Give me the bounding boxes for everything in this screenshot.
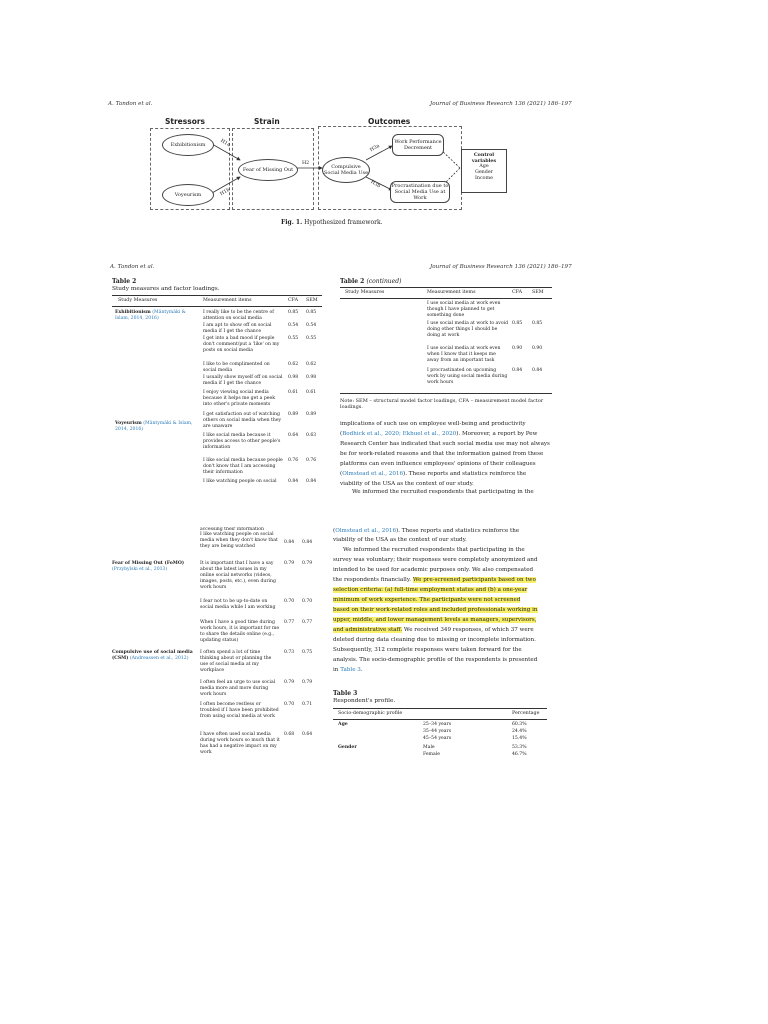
- row-sem: 0.61: [306, 390, 317, 395]
- table-row: [203, 390, 283, 408]
- highlighted-text: We pre-screened participants based on two: [412, 577, 536, 583]
- highlighted-text: upper, middle, and lower management levels as managers, supervisors,: [333, 617, 537, 623]
- row-cfa: 0.68: [284, 732, 295, 737]
- profile-percentage: 53.3%: [512, 745, 527, 750]
- row-item: I fear not to be up-to-date on social media while I am working: [200, 599, 276, 611]
- table-2-title: Table 2: [112, 278, 137, 285]
- table-row: [427, 321, 509, 339]
- table-2-cont-label: Table 2: [340, 278, 365, 285]
- table-row: [203, 479, 283, 485]
- table-2-subtitle: Study measures and factor loadings.: [112, 286, 220, 292]
- citation-link[interactable]: Bodhick et al., 2020; Ekhuel et al., 2020: [342, 431, 457, 437]
- table-row: [200, 532, 280, 550]
- figure-caption-text: Hypothesized framework.: [304, 219, 383, 226]
- table-top-rule: [340, 287, 552, 288]
- row-cfa: 0.61: [288, 390, 299, 395]
- paragraph-line: viability of the USA as the context of our study.: [340, 481, 474, 487]
- control-variable-income: Income: [475, 176, 493, 181]
- table-note: Note: SEM – structural model factor loadings, CFA – measurement model factor loadings.: [340, 398, 544, 411]
- row-sem: 0.85: [532, 321, 543, 326]
- paragraph-line: platforms can even influence employees' opinions of their colleagues: [340, 461, 536, 467]
- row-cfa: 0.84: [284, 540, 295, 545]
- construct-csmu-citation[interactable]: (Andreassen et al., 2012): [129, 656, 189, 662]
- row-item: It is important that I have a say about the latest issues in my online social networks (videos, images, posts, etc.), even during work hours: [200, 561, 276, 591]
- row-cfa: 0.79: [284, 561, 295, 566]
- col-header-study-measures: Study Measures: [345, 290, 385, 295]
- construct-exhibitionism: [115, 310, 195, 322]
- paragraph-line: be for work-related reasons and that the information gained from these: [340, 451, 544, 457]
- col-header-cfa: CFA: [512, 290, 523, 295]
- row-sem: 0.98: [306, 375, 317, 380]
- profile-age-label: Age: [338, 722, 348, 727]
- row-item: I have often used social media during work hours so much that it has had a negative impact on my work: [200, 732, 280, 756]
- col-header-measurement-items: Measurement items: [427, 290, 476, 295]
- profile-percentage: 24.4%: [512, 729, 527, 734]
- table-row: [200, 702, 280, 720]
- paragraph-line: [333, 596, 547, 605]
- row-cfa: 0.90: [512, 346, 523, 351]
- paragraph-line: (Olmstead et al., 2016). These reports and statistics reinforce the: [340, 471, 527, 477]
- strain-heading: Strain: [254, 117, 280, 126]
- row-sem: 0.76: [306, 458, 317, 463]
- running-header-right: Journal of Business Research 136 (2021) 186–197: [430, 101, 572, 107]
- construct-fomo: [112, 561, 194, 573]
- col-header-sem: SEM: [306, 298, 318, 303]
- row-item: I usually show myself off on social media if I get the chance: [203, 375, 283, 387]
- table-row: [203, 323, 283, 335]
- row-sem: 0.84: [532, 368, 543, 373]
- row-sem: 0.55: [306, 336, 317, 341]
- table-header-rule: [333, 719, 547, 720]
- col-header-measurement-items: Measurement items: [203, 298, 252, 303]
- paragraph-line: survey was voluntary; their responses were completely anonymized and: [333, 557, 538, 563]
- highlighted-text: and administrative staff.: [333, 627, 403, 633]
- row-item: I like to be complimented on social media: [203, 362, 270, 374]
- paragraph-line: Research Center has indicated that such social media use may not always: [340, 441, 550, 447]
- row-cfa: 0.62: [288, 362, 299, 367]
- profile-category: Male: [423, 745, 435, 750]
- row-cfa: 0.84: [512, 368, 523, 373]
- row-sem: 0.62: [306, 362, 317, 367]
- row-cfa: 0.85: [288, 310, 299, 315]
- csmu-construct: Compulsive Social Media Use: [322, 157, 370, 183]
- row-sem: 0.75: [302, 650, 313, 655]
- table-row: [200, 620, 280, 644]
- table-row: [200, 732, 280, 756]
- table-row: [200, 680, 280, 698]
- paragraph-line: [333, 606, 547, 615]
- table-top-rule: [333, 708, 547, 709]
- paragraph-line: the respondents financially. We pre-screened participants based on two: [333, 577, 536, 583]
- row-cfa: 0.84: [288, 479, 299, 484]
- profile-percentage: 60.3%: [512, 722, 527, 727]
- row-item: I get satisfaction out of watching others on social media when they are unaware: [203, 412, 282, 430]
- construct-csmu-label: Compulsive use of social media (CSM): [112, 650, 193, 662]
- row-item: I enjoy viewing social media because it helps me get a peek into other's private moments: [203, 390, 276, 408]
- row-item: I like social media because it provides access to other people's information: [203, 433, 281, 451]
- row-sem: 0.70: [302, 599, 313, 604]
- row-item: I am apt to show off on social media if I get the chance: [203, 323, 272, 335]
- col-header-profile: Socio-demographic profile: [338, 711, 403, 716]
- row-sem: 0.90: [532, 346, 543, 351]
- row-sem: 0.85: [306, 310, 317, 315]
- h3a-label: H3a: [369, 143, 381, 154]
- paragraph-line: and administrative staff. We received 349 responses, of which 37 were: [333, 627, 534, 633]
- figure-caption: [281, 219, 383, 226]
- paragraph-line: Subsequently, 312 complete responses were taken forward for the: [333, 647, 522, 653]
- control-variable-gender: Gender: [475, 170, 493, 175]
- table-3-title: Table 3: [333, 690, 358, 697]
- profile-category: Female: [423, 752, 440, 757]
- control-variable-age: Age: [479, 164, 489, 169]
- table-row: [203, 375, 283, 387]
- table-row: [203, 362, 283, 374]
- row-item: I get into a bad mood if people don't comment/put a 'like' on my posts on social media: [203, 336, 280, 354]
- row-sem: 0.79: [302, 680, 313, 685]
- row-item: I use social media at work even when I know that it keeps me away from an important task: [427, 346, 501, 364]
- running-header-left: A. Tandon et al.: [110, 264, 155, 270]
- procrastination-construct: Procrastination due to Social Media Use at Work: [391, 183, 449, 201]
- table-top-rule: [112, 295, 322, 296]
- construct-fomo-citation[interactable]: (Przybylski et al., 2013): [112, 567, 168, 573]
- row-cfa: 0.76: [288, 458, 299, 463]
- table-3-subtitle: Respondent's profile.: [333, 698, 396, 704]
- highlighted-text: based on their work-related roles and included professionals working in: [333, 607, 538, 613]
- col-header-sem: SEM: [532, 290, 544, 295]
- row-sem: 0.89: [306, 412, 317, 417]
- row-cfa: 0.55: [288, 336, 299, 341]
- table-row: [200, 599, 280, 611]
- exhibitionism-construct: Exhibitionism: [162, 134, 214, 156]
- table-3-link[interactable]: Table 3: [340, 667, 361, 673]
- table-2-cont-suffix: (continued): [366, 278, 402, 285]
- row-item: I use social media at work to avoid doing other things I should be doing at work: [427, 321, 509, 339]
- control-variables-box: [461, 149, 507, 193]
- paragraph-line-cut: We informed the recruited respondents that participating in the: [352, 489, 534, 494]
- construct-exhibitionism-label: Exhibitionism: [115, 310, 151, 315]
- row-item: I really like to be the centre of attention on social media: [203, 310, 274, 322]
- table-bottom-rule: [340, 393, 552, 394]
- row-cfa: 0.77: [284, 620, 295, 625]
- row-item: I procrastinated on upcoming work by using social media during work hours: [427, 368, 508, 386]
- table-row: [203, 336, 283, 354]
- table-header-rule: [112, 306, 322, 307]
- running-header-left: A. Tandon et al.: [108, 101, 153, 107]
- table-row: [203, 310, 283, 322]
- construct-exhibitionism-citation[interactable]: (Mäntymäki & Islam, 2014, 2016): [115, 310, 186, 322]
- profile-percentage: 15.4%: [512, 736, 527, 741]
- row-cfa: 0.98: [288, 375, 299, 380]
- citation-link[interactable]: Olmstead et al., 2016: [335, 528, 397, 533]
- construct-csmu: [112, 650, 194, 662]
- profile-category: 25–34 years: [423, 722, 452, 727]
- row-item: I like social media because people don't know that I am accessing their information: [203, 458, 283, 476]
- control-variables-title: Control variables: [471, 152, 497, 164]
- paragraph-line: viability of the USA as the context of our study.: [333, 537, 467, 543]
- construct-voyeurism-label: Voyeurism: [115, 421, 142, 426]
- table-row: [203, 458, 283, 476]
- paragraph-line: [333, 616, 547, 625]
- paragraph-line: deleted during data cleaning due to missing or incomplete information.: [333, 637, 536, 643]
- construct-fomo-label: Fear of Missing Out (FoMO): [112, 561, 185, 566]
- paragraph-line-cut: (Olmstead et al., 2016). These reports and statistics reinforce the: [333, 528, 520, 533]
- row-sem: 0.84: [306, 479, 317, 484]
- row-sem: 0.64: [302, 732, 313, 737]
- construct-voyeurism-citation[interactable]: (Mäntymäki & Islam, 2014, 2016): [115, 421, 193, 433]
- paragraph-line: [333, 586, 547, 595]
- table-row: [203, 433, 283, 451]
- fomo-construct: Fear of Missing Out: [238, 159, 298, 181]
- table-row: [200, 561, 280, 591]
- row-sem: 0.54: [306, 323, 317, 328]
- table-row: [427, 346, 509, 364]
- citation-link[interactable]: Olmstead et al., 2016: [342, 471, 404, 477]
- row-item: I often feel an urge to use social media more and more during work hours: [200, 680, 276, 698]
- table-header-rule: [340, 298, 552, 299]
- table-row: [427, 368, 509, 386]
- highlighted-text: selection criteria: (a) full-time employment status and (b) a one-year: [333, 587, 528, 593]
- row-sem: 0.84: [302, 540, 313, 545]
- table-row: [427, 301, 509, 319]
- row-sem: 0.71: [302, 702, 313, 707]
- row-sem: 0.63: [306, 433, 317, 438]
- paragraph-line: We informed the recruited respondents that participating in the: [343, 547, 525, 553]
- row-item: I often spend a lot of time thinking about or planning the use of social media at my workplace: [200, 650, 272, 674]
- stressors-heading: Stressors: [165, 117, 206, 126]
- row-item: When I have a good time during work hours, it is important for me to share the details online (e.g., updating status): [200, 620, 280, 644]
- row-item: I like watching people on social: [203, 479, 277, 484]
- h1b-label: H1b: [219, 187, 231, 198]
- table-2-cont-title: [340, 278, 401, 285]
- h2-label: H2: [302, 161, 310, 166]
- row-item: I often become restless or troubled if I have been prohibited from using social media at work: [200, 702, 279, 720]
- h1a-label: H1a: [219, 138, 231, 149]
- paragraph-line: (Bodhick et al., 2020; Ekhuel et al., 2020). Moreover, a report by Pew: [340, 431, 538, 437]
- table-row: [200, 650, 280, 674]
- running-header-right: Journal of Business Research 136 (2021) 186–197: [430, 264, 572, 270]
- col-header-cfa: CFA: [288, 298, 299, 303]
- row-item: I like watching people on social media when they don't know that they are being watched: [200, 532, 278, 550]
- row-cfa: 0.70: [284, 599, 295, 604]
- row-cfa: 0.54: [288, 323, 299, 328]
- voyeurism-construct: Voyeurism: [162, 184, 214, 206]
- col-header-percentage: Percentage: [512, 711, 540, 716]
- row-cfa: 0.89: [288, 412, 299, 417]
- row-cfa: 0.79: [284, 680, 295, 685]
- profile-percentage: 46.7%: [512, 752, 527, 757]
- highlighted-text: minimum of work experience. The participants were not screened: [333, 597, 521, 603]
- col-header-study-measures: Study Measures: [118, 298, 158, 303]
- h3b-label: H3b: [369, 179, 381, 190]
- row-cfa: 0.85: [512, 321, 523, 326]
- row-item: I use social media at work even though I have planned to get something done: [427, 301, 501, 319]
- paragraph-line: in Table 3.: [333, 667, 363, 673]
- paragraph-line: implications of such use on employee well-being and productivity: [340, 421, 526, 427]
- table-row: [203, 412, 283, 430]
- profile-gender-label: Gender: [338, 745, 357, 750]
- row-cfa: 0.64: [288, 433, 299, 438]
- row-sem: 0.77: [302, 620, 313, 625]
- figure-caption-label: Fig. 1.: [281, 219, 303, 226]
- construct-voyeurism: [115, 421, 195, 433]
- paragraph-line: analysis. The socio-demographic profile of the respondents is presented: [333, 657, 538, 663]
- outcomes-heading: Outcomes: [368, 117, 411, 126]
- paragraph-line: intended to be used for academic purposes only. We also compensated: [333, 567, 534, 573]
- row-cfa: 0.73: [284, 650, 295, 655]
- profile-category: 35–44 years: [423, 729, 452, 734]
- row-sem: 0.79: [302, 561, 313, 566]
- profile-category: 45–54 years: [423, 736, 452, 741]
- work-performance-decrement-construct: Work Performance Decrement: [392, 134, 444, 156]
- cut-line: accessing their information: [200, 527, 265, 531]
- row-cfa: 0.70: [284, 702, 295, 707]
